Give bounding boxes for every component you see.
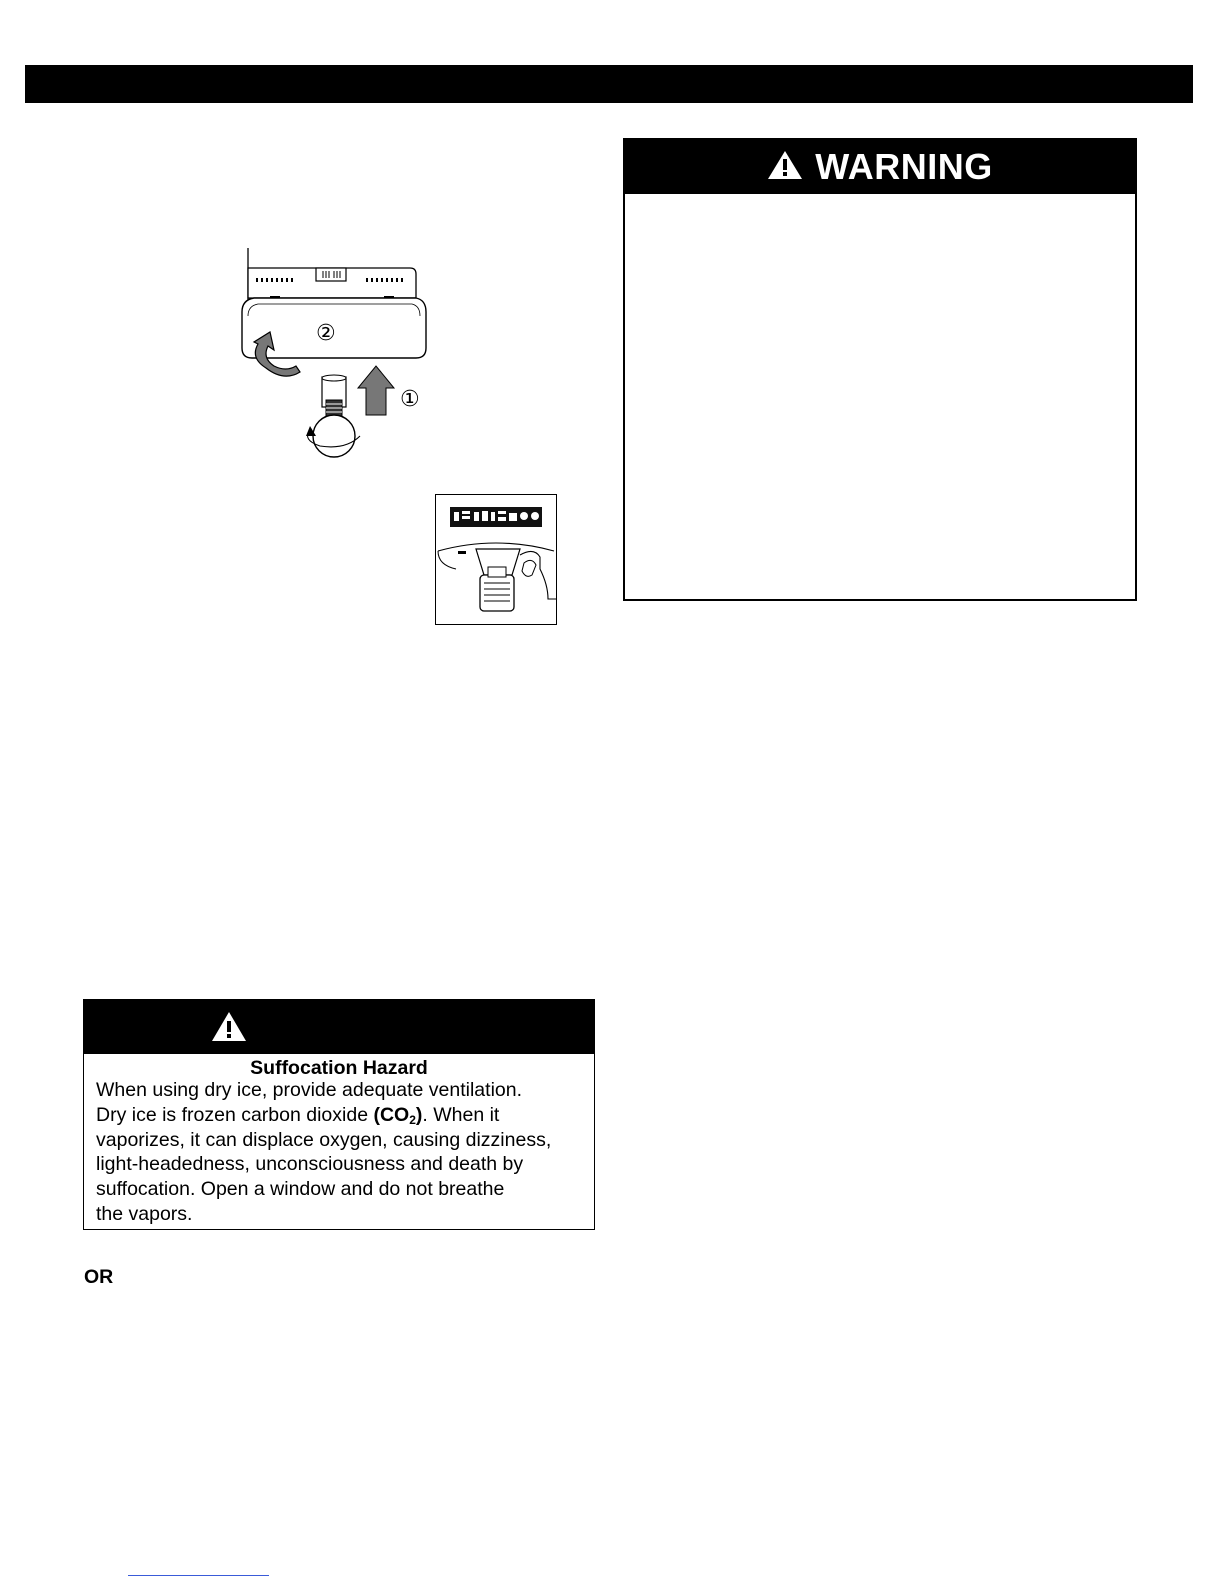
or-label: OR xyxy=(84,1266,114,1288)
header-bar xyxy=(25,65,1193,103)
suffocation-hazard-box xyxy=(83,999,595,1230)
danger-title: Suffocation Hazard xyxy=(250,1057,428,1079)
dispenser-illustration xyxy=(435,494,557,625)
warning-triangle-icon xyxy=(211,1011,247,1047)
danger-body xyxy=(96,1078,588,1227)
co2-formula: $(CO_2)$ xyxy=(373,1103,423,1127)
light-bulb-illustration xyxy=(220,240,440,465)
danger-line: vaporizes, it can displace oxygen, causing dizziness, xyxy=(96,1128,552,1151)
danger-text: . When it xyxy=(422,1103,500,1126)
step-1-label: ① xyxy=(400,387,420,412)
step-2-label: ② xyxy=(316,321,336,346)
warning-box xyxy=(623,138,1137,601)
warning-triangle-icon xyxy=(767,150,803,185)
danger-line: suffocation. Open a window and do not breathe xyxy=(96,1178,505,1201)
footer-link-underline[interactable] xyxy=(128,1575,269,1576)
warning-header xyxy=(625,140,1135,194)
danger-line: the vapors. xyxy=(96,1202,193,1225)
danger-line: light-headedness, unconsciousness and death by xyxy=(96,1153,524,1176)
danger-header xyxy=(84,1000,594,1054)
danger-line xyxy=(96,1103,588,1128)
danger-text: Dry ice is frozen carbon dioxide xyxy=(96,1103,374,1126)
warning-title: WARNING xyxy=(815,146,993,187)
danger-line: When using dry ice, provide adequate ventilation. xyxy=(96,1079,523,1101)
